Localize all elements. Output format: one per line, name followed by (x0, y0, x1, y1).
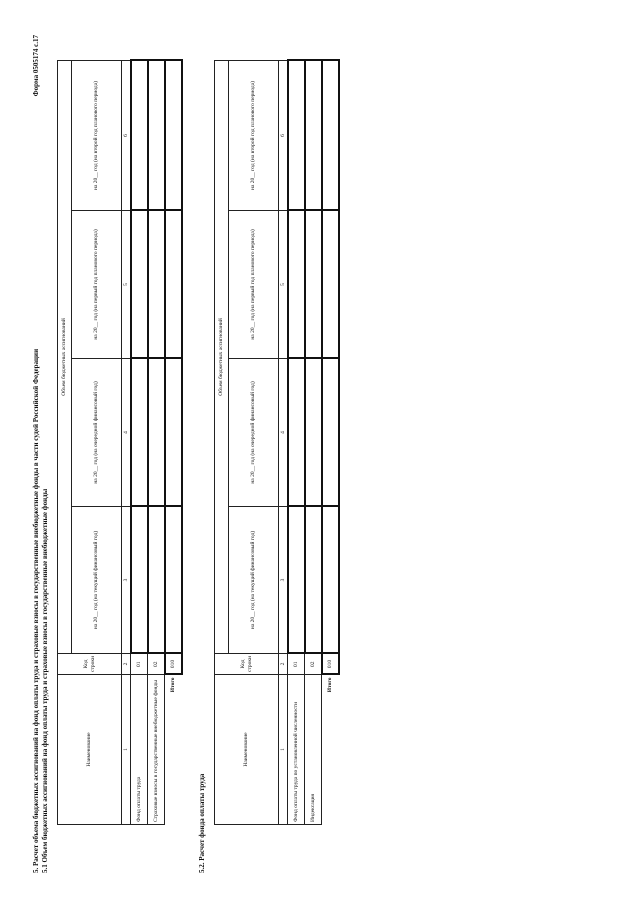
col-number: 4 (279, 358, 288, 506)
header-group: Объем бюджетных ассигнований (215, 60, 229, 653)
table-row (305, 60, 322, 824)
table-row (288, 60, 305, 824)
row-name: Страховые взносы в государственные внебюджетные фонды (148, 675, 165, 825)
header-col4: на 20__ год (на очередной финансовый год) (72, 358, 122, 506)
total-label: Итого (170, 677, 177, 693)
form-number: Форма 0505174 с.17 (32, 35, 40, 97)
row-name: Индексация (305, 675, 322, 825)
value-cell[interactable] (305, 60, 322, 210)
header-col3: на 20__ год (на текущий финансовый год) (72, 506, 122, 653)
rotated-page (32, 23, 632, 873)
total-cell[interactable] (165, 358, 182, 506)
row-code: 01 (131, 653, 148, 674)
total-cell[interactable] (165, 210, 182, 358)
value-cell[interactable] (131, 60, 148, 210)
total-row (165, 60, 182, 824)
value-cell[interactable] (288, 506, 305, 653)
value-cell[interactable] (148, 210, 165, 358)
total-cell[interactable] (322, 506, 339, 653)
value-cell[interactable] (305, 210, 322, 358)
section-title: 5. Расчет объема бюджетных ассигнований на фонд оплаты труда и страховые взносы в государственные внебюджетные фонды в части судей Российской Федерации (32, 348, 40, 873)
col-number: 3 (122, 506, 131, 653)
header-name: Наименование (215, 675, 279, 825)
value-cell[interactable] (305, 358, 322, 506)
header-col3: на 20__ год (на текущий финансовый год) (229, 506, 279, 653)
col-number: 5 (122, 210, 131, 358)
col-number: 3 (279, 506, 288, 653)
total-cell[interactable] (165, 60, 182, 210)
total-cell[interactable] (165, 506, 182, 653)
row-name: Фонд оплаты труда по установленной численности (288, 675, 305, 825)
col-number: 1 (122, 675, 131, 825)
header-name: Наименование (58, 675, 122, 825)
total-label: Итого (327, 677, 334, 693)
table-row (131, 60, 148, 824)
header-col4: на 20__ год (на очередной финансовый год) (229, 358, 279, 506)
header-group: Объем бюджетных ассигнований (58, 60, 72, 653)
table-row (148, 60, 165, 824)
value-cell[interactable] (131, 358, 148, 506)
value-cell[interactable] (305, 506, 322, 653)
value-cell[interactable] (288, 358, 305, 506)
header-col5: на 20__ год (на первый год планового периода) (229, 210, 279, 358)
header-code: Код строки (215, 653, 279, 674)
subsection-2-title: 5.2. Расчет фонда оплаты труда (198, 773, 206, 873)
row-name: Фонд оплаты труда (131, 675, 148, 825)
value-cell[interactable] (131, 210, 148, 358)
col-number: 1 (279, 675, 288, 825)
col-number: 2 (122, 653, 131, 674)
total-code: 010 (322, 653, 339, 674)
header-col5: на 20__ год (на первый год планового периода) (72, 210, 122, 358)
value-cell[interactable] (131, 506, 148, 653)
col-number: 6 (122, 60, 131, 210)
header-code: Код строки (58, 653, 122, 674)
col-number: 5 (279, 210, 288, 358)
col-number: 6 (279, 60, 288, 210)
payroll-table (214, 59, 340, 825)
value-cell[interactable] (148, 506, 165, 653)
value-cell[interactable] (288, 60, 305, 210)
value-cell[interactable] (288, 210, 305, 358)
total-row (322, 60, 339, 824)
total-cell[interactable] (322, 358, 339, 506)
row-code: 01 (288, 653, 305, 674)
budget-table (57, 59, 183, 825)
total-code: 010 (165, 653, 182, 674)
row-code: 02 (305, 653, 322, 674)
header-col6: на 20__ год (на второй год планового периода) (229, 60, 279, 210)
total-cell[interactable] (322, 60, 339, 210)
header-col6: на 20__ год (на второй год планового периода) (72, 60, 122, 210)
value-cell[interactable] (148, 358, 165, 506)
total-cell[interactable] (322, 210, 339, 358)
value-cell[interactable] (148, 60, 165, 210)
row-code: 02 (148, 653, 165, 674)
col-number: 4 (122, 358, 131, 506)
subsection-1-title: 5.1 Объем бюджетных ассигнований на фонд оплаты труда и страховые взносы в государственные внебюджетные фонды (41, 488, 49, 873)
col-number: 2 (279, 653, 288, 674)
